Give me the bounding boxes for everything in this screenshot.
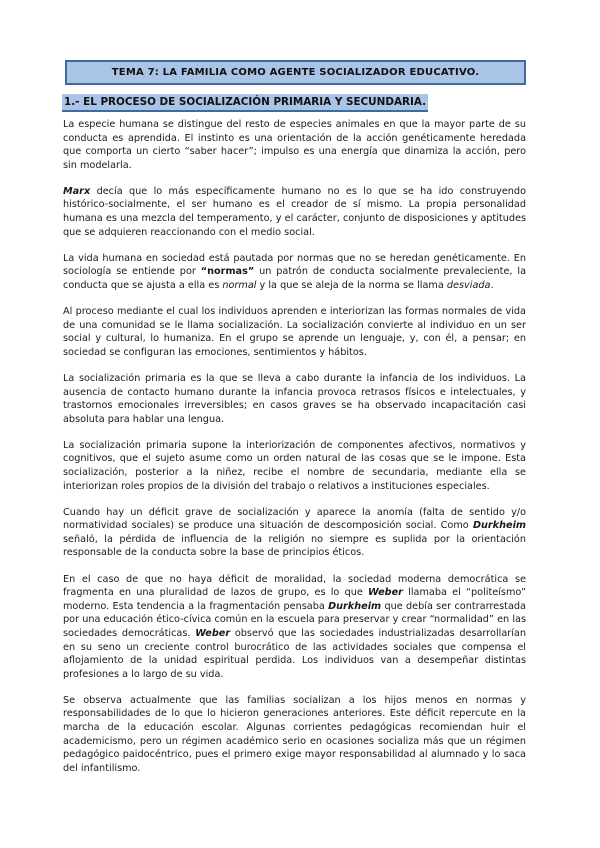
paragraph-1: La especie humana se distingue del resto de especies animales en que la mayor parte de su conducta es aprendida. El instinto es una orientación de la acción genéticamente heredada que comporta un cierto “saber hacer”; impulso es una energía que dinamiza la acción, pero sin modelarla. — [63, 119, 526, 171]
document-title-box — [65, 60, 526, 85]
term-desviada: desviada — [446, 279, 491, 291]
paragraph-7 — [63, 506, 526, 560]
term-normal: normal — [222, 279, 257, 291]
paragraph-3-part-b: un patrón de conducta socialmente prevaleciente, la conducta que se ajusta a ella es — [63, 266, 527, 291]
author-durkheim: Durkheim — [328, 600, 382, 612]
author-weber: Weber — [195, 627, 231, 639]
paragraph-6: La socialización primaria supone la interiorización de componentes afectivos, normativos y cognitivos, que el sujeto asume como un orden natural de las cosas que se le impone. Esta socialización, posterior a la niñez, recibe el nombre de secundaria, mediante ella se interiorizan roles propios de la división del trabajo o relativos a instituciones especiales. — [63, 439, 526, 492]
paragraph-5: La socialización primaria es la que se lleva a cabo durante la infancia de los individuos. La ausencia de contacto humano durante la infancia provoca retrasos físicos e intelectuales, y trastornos emocionales irreversibles; en casos graves se ha observado incapacitación casi absoluta para hablar una lengua. — [63, 372, 526, 425]
paragraph-8-part-d: observó que las sociedades industrializadas desarrollarían en su seno un creciente control burocrático de las actividades sociales que compensa el aflojamiento de la unidad espiritual perdida. Los individuos van a desempeñar distintas profesiones a lo largo de su vida. — [63, 627, 527, 680]
author-marx: Marx — [63, 185, 91, 197]
paragraph-3-part-c: y la que se aleja de la norma se llama — [256, 279, 447, 291]
paragraph-3 — [63, 252, 526, 293]
author-durkheim: Durkheim — [472, 520, 526, 532]
author-weber: Weber — [368, 587, 403, 599]
document-title: TEMA 7: LA FAMILIA COMO AGENTE SOCIALIZADOR EDUCATIVO. — [111, 67, 480, 78]
paragraph-2-text: decía que lo más específicamente humano no es lo que se ha ido construyendo histórico-socialmente, el ser humano es el creador de sí mismo. La propia personalidad humana es una mezcla del temperamento, y el carácter, conjunto de disposiciones y aptitudes que se adquieren reaccionando con el medio social. — [63, 185, 526, 238]
paragraph-8-part-b: llamaba el “politeísmo” moderno. Esta tendencia a la fragmentación pensaba — [63, 587, 527, 612]
section-heading: 1.- EL PROCESO DE SOCIALIZACIÓN PRIMARIA Y SECUNDARIA. — [62, 94, 428, 112]
term-normas: “normas” — [200, 266, 255, 278]
paragraph-2 — [63, 185, 526, 239]
paragraph-8 — [63, 573, 526, 682]
paragraph-7-part-a: Cuando hay un déficit grave de socialización y aparece la anomía (falta de sentido y/o normatividad sociales) se produce una situación de descomposición social. Como — [63, 506, 526, 532]
paragraph-8-part-c: que debía ser contrarrestada por una educación ético-cívica común en la escuela para preservar y crear “normalidad” en las sociedades democráticas. — [63, 600, 526, 639]
paragraph-7-part-b: señaló, la pérdida de influencia de la religión no siempre es suplida por la orientación responsable de la conducta sobre la base de principios éticos. — [63, 533, 526, 559]
paragraph-3-part-d: . — [490, 279, 494, 291]
document-body — [63, 118, 526, 788]
paragraph-9: Se observa actualmente que las familias socializan a los hijos menos en normas y responsabilidades de lo que lo hicieron generaciones anteriores. Este déficit repercute en la marcha de la educación escolar. Algunas corrientes pedagógicas recomiendan huir el academicismo, pero un régimen académico serio en ocasiones socializa más que un régimen pedagógico paidocéntrico, pues el primero exige mayor responsabilidad al alumnado y lo saca del infantilismo. — [63, 694, 526, 774]
paragraph-4: Al proceso mediante el cual los individuos aprenden e interiorizan las formas normales de vida de una comunidad se le llama socialización. La socialización convierte al individuo en un ser social y cultural, lo humaniza. En el grupo se aprende un lenguaje, y, con él, a pensar; en sociedad se configuran las emociones, sentimientos y hábitos. — [63, 306, 526, 358]
paragraph-3-part-a: La vida humana en sociedad está pautada por normas que no se heredan genéticamente. En sociología se entiende por — [63, 252, 526, 278]
paragraph-8-part-a: En el caso de que no haya déficit de moralidad, la sociedad moderna democrática se fragmenta en una pluralidad de lazos de grupo, es lo que — [63, 573, 526, 599]
